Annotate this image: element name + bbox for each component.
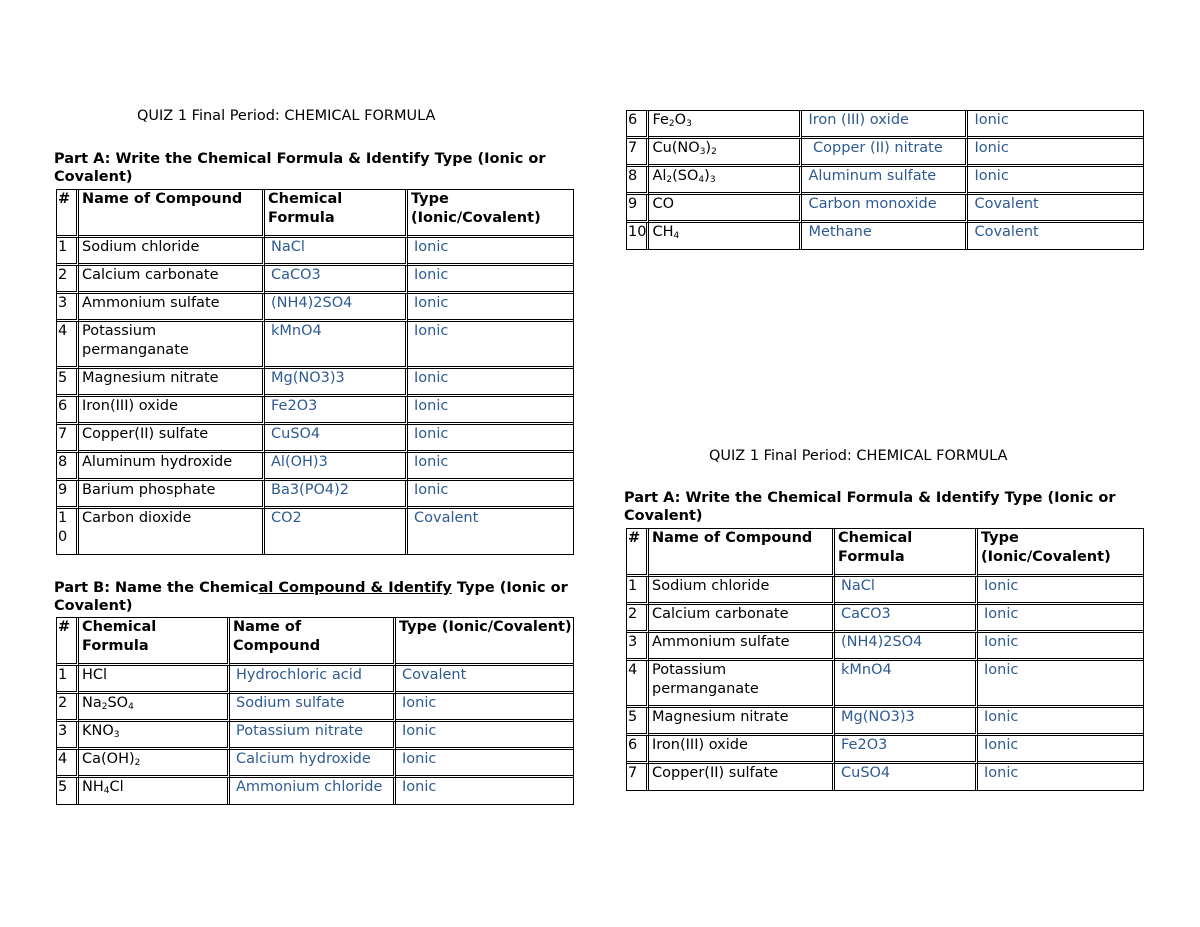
table-row: 1 Sodium chloride NaCl Ionic xyxy=(627,577,1143,605)
table-row: 4 Potassium permanganate kMnO4 Ionic xyxy=(627,661,1143,708)
table-row: 9 CO Carbon monoxide Covalent xyxy=(627,195,1143,223)
table-row: 3 $KNO_3$ Potassium nitrate Ionic xyxy=(57,722,573,750)
table-row: 1 HCl Hydrochloric acid Covalent xyxy=(57,666,573,694)
table-row: 3 Ammonium sulfate (NH4)2SO4 Ionic xyxy=(627,633,1143,661)
table-row: 10 Carbon dioxide CO2 Covalent xyxy=(57,509,573,554)
table-row: 5 Magnesium nitrate Mg(NO3)3 Ionic xyxy=(57,369,573,397)
table-row: 6 $Fe_2O_3$ Iron (III) oxide Ionic xyxy=(627,111,1143,139)
table-header-row: # Chemical Formula Name of Compound Type (Ionic/Covalent) xyxy=(57,618,573,666)
right-quiz-title: QUIZ 1 Final Period: CHEMICAL FORMULA xyxy=(709,448,1008,464)
table-row: 10 $CH_4$ Methane Covalent xyxy=(627,223,1143,249)
right-part-a-table xyxy=(626,528,1144,791)
table-row: 8 Aluminum hydroxide Al(OH)3 Ionic xyxy=(57,453,573,481)
table-row: 7 Copper(II) sulfate CuSO4 Ionic xyxy=(57,425,573,453)
table-row: 4 $Ca(OH)_2$ Calcium hydroxide Ionic xyxy=(57,750,573,778)
table-row: 6 Iron(III) oxide Fe2O3 Ionic xyxy=(57,397,573,425)
left-quiz-title: QUIZ 1 Final Period: CHEMICAL FORMULA xyxy=(137,108,436,124)
table-row: 7 $Cu(NO_3)_2$ Copper (II) nitrate Ionic xyxy=(627,139,1143,167)
table-row: 5 Magnesium nitrate Mg(NO3)3 Ionic xyxy=(627,708,1143,736)
left-part-b-table xyxy=(56,617,574,805)
table-row: 2 Calcium carbonate CaCO3 Ionic xyxy=(57,266,573,294)
table-header-row: # Name of Compound Chemical Formula Type (Ionic/Covalent) xyxy=(57,190,573,238)
table-row: 4 Potassium permanganate kMnO4 Ionic xyxy=(57,322,573,369)
table-row: 3 Ammonium sulfate (NH4)2SO4 Ionic xyxy=(57,294,573,322)
table-header-row: # Name of Compound Chemical Formula Type (Ionic/Covalent) xyxy=(627,529,1143,577)
left-part-b-heading: Part B: Name the Chemical Compound & Identify Type (Ionic or Covalent) xyxy=(54,580,568,614)
table-row: 9 Barium phosphate Ba3(PO4)2 Ionic xyxy=(57,481,573,509)
table-row: 2 Calcium carbonate CaCO3 Ionic xyxy=(627,605,1143,633)
table-row: 2 $Na_2SO_4$ Sodium sulfate Ionic xyxy=(57,694,573,722)
table-row: 6 Iron(III) oxide Fe2O3 Ionic xyxy=(627,736,1143,764)
left-part-a-heading: Part A: Write the Chemical Formula & Identify Type (Ionic or Covalent) xyxy=(54,151,546,185)
right-part-b-continuation-table xyxy=(626,110,1144,250)
table-row: 5 $NH_4Cl$ Ammonium chloride Ionic xyxy=(57,778,573,804)
left-part-a-table xyxy=(56,189,574,555)
table-row: 7 Copper(II) sulfate CuSO4 Ionic xyxy=(627,764,1143,790)
table-row: 1 Sodium chloride NaCl Ionic xyxy=(57,238,573,266)
table-row: 8 $Al_2(SO_4)_3$ Aluminum sulfate Ionic xyxy=(627,167,1143,195)
right-part-a-heading: Part A: Write the Chemical Formula & Identify Type (Ionic or Covalent) xyxy=(624,490,1116,524)
